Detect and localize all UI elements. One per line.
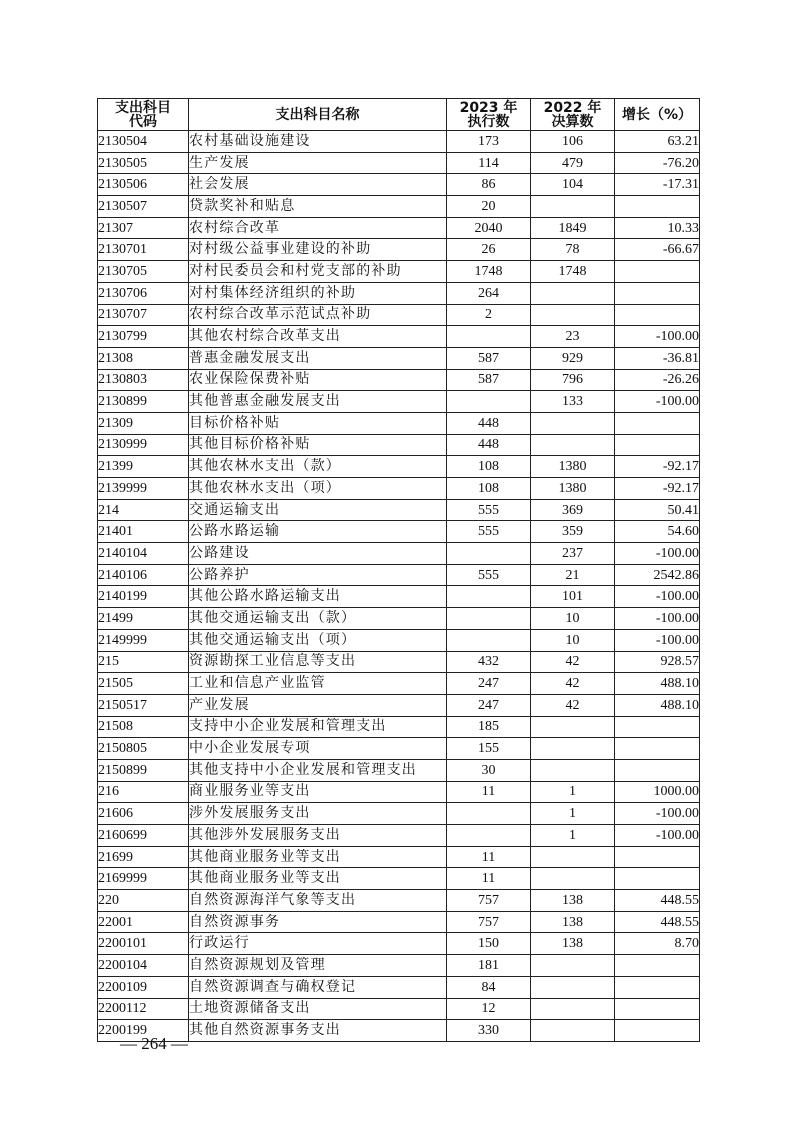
code-cell: 215 [98,651,189,673]
name-cell: 其他公路水路运输支出 [189,586,447,608]
value-2022-cell: 796 [531,369,615,391]
value-2022-cell: 138 [531,933,615,955]
code-cell: 214 [98,499,189,521]
code-cell: 2130507 [98,196,189,218]
code-cell: 2130505 [98,152,189,174]
growth-cell: -17.31 [615,174,700,196]
name-cell: 其他农林水支出（款） [189,456,447,478]
name-cell: 自然资源海洋气象等支出 [189,890,447,912]
value-2022-cell: 369 [531,499,615,521]
value-2023-cell [447,608,531,630]
value-2023-cell: 757 [447,911,531,933]
table-row [98,608,700,630]
growth-cell: 488.10 [615,694,700,716]
value-2022-cell: 42 [531,673,615,695]
table-row [98,261,700,283]
name-cell: 交通运输支出 [189,499,447,521]
table-row [98,651,700,673]
value-2022-cell [531,434,615,456]
value-2023-cell: 11 [447,781,531,803]
table-row [98,282,700,304]
value-2023-cell: 247 [447,673,531,695]
name-cell: 其他目标价格补贴 [189,434,447,456]
value-2022-cell: 101 [531,586,615,608]
value-2023-cell: 432 [447,651,531,673]
header-code: 支出科目 代码 [98,99,189,131]
value-2023-cell: 247 [447,694,531,716]
code-cell: 21401 [98,521,189,543]
name-cell: 对村集体经济组织的补助 [189,282,447,304]
value-2022-cell [531,868,615,890]
table-row [98,629,700,651]
growth-cell: -36.81 [615,347,700,369]
growth-cell [615,412,700,434]
code-cell: 21499 [98,608,189,630]
name-cell: 其他交通运输支出（款） [189,608,447,630]
table-row [98,412,700,434]
table-row [98,781,700,803]
code-cell: 2130506 [98,174,189,196]
value-2022-cell: 1 [531,825,615,847]
name-cell: 生产发展 [189,152,447,174]
value-2022-cell: 1380 [531,456,615,478]
value-2022-cell [531,304,615,326]
code-cell: 21505 [98,673,189,695]
growth-cell [615,434,700,456]
value-2023-cell: 448 [447,434,531,456]
value-2022-cell: 1849 [531,217,615,239]
growth-cell: 10.33 [615,217,700,239]
growth-cell [615,1020,700,1042]
table-row [98,759,700,781]
growth-cell: -100.00 [615,803,700,825]
value-2023-cell: 11 [447,846,531,868]
name-cell: 贷款奖补和贴息 [189,196,447,218]
value-2023-cell: 20 [447,196,531,218]
name-cell: 对村级公益事业建设的补助 [189,239,447,261]
code-cell: 21307 [98,217,189,239]
code-cell: 22001 [98,911,189,933]
name-cell: 工业和信息产业监管 [189,673,447,695]
code-cell: 2130701 [98,239,189,261]
name-cell: 自然资源调查与确权登记 [189,976,447,998]
value-2022-cell: 133 [531,391,615,413]
value-2022-cell: 78 [531,239,615,261]
table-row [98,890,700,912]
name-cell: 其他农林水支出（项） [189,478,447,500]
value-2022-cell: 359 [531,521,615,543]
value-2022-cell [531,716,615,738]
table-row [98,564,700,586]
name-cell: 农村综合改革示范试点补助 [189,304,447,326]
table-row [98,174,700,196]
header-2023: 2023 年 执行数 [447,99,531,131]
name-cell: 公路水路运输 [189,521,447,543]
growth-cell: 63.21 [615,131,700,153]
value-2022-cell: 1748 [531,261,615,283]
table-row [98,738,700,760]
name-cell: 土地资源储备支出 [189,998,447,1020]
code-cell: 2140106 [98,564,189,586]
growth-cell: 8.70 [615,933,700,955]
growth-cell: -92.17 [615,478,700,500]
value-2022-cell: 1 [531,803,615,825]
code-cell: 2130706 [98,282,189,304]
value-2022-cell [531,846,615,868]
code-cell: 21308 [98,347,189,369]
value-2022-cell: 106 [531,131,615,153]
table-row [98,434,700,456]
value-2022-cell: 42 [531,694,615,716]
name-cell: 其他农村综合改革支出 [189,326,447,348]
value-2022-cell: 1 [531,781,615,803]
value-2023-cell: 555 [447,564,531,586]
value-2023-cell: 2 [447,304,531,326]
table-row [98,825,700,847]
table-row [98,391,700,413]
code-cell: 2150899 [98,759,189,781]
value-2022-cell [531,1020,615,1042]
code-cell: 2130899 [98,391,189,413]
table-row [98,347,700,369]
growth-cell: -92.17 [615,456,700,478]
table-row [98,152,700,174]
growth-cell: 448.55 [615,911,700,933]
table-row [98,326,700,348]
table-row [98,456,700,478]
name-cell: 农村基础设施建设 [189,131,447,153]
page-number: — 264 — [120,1034,188,1053]
growth-cell: 928.57 [615,651,700,673]
name-cell: 其他涉外发展服务支出 [189,825,447,847]
value-2023-cell: 757 [447,890,531,912]
value-2023-cell [447,629,531,651]
value-2023-cell: 11 [447,868,531,890]
growth-cell: -100.00 [615,543,700,565]
growth-cell: -26.26 [615,369,700,391]
name-cell: 公路养护 [189,564,447,586]
value-2022-cell: 237 [531,543,615,565]
name-cell: 其他普惠金融发展支出 [189,391,447,413]
value-2023-cell [447,326,531,348]
value-2022-cell: 138 [531,911,615,933]
code-cell: 2130707 [98,304,189,326]
value-2023-cell: 587 [447,369,531,391]
value-2022-cell: 138 [531,890,615,912]
code-cell: 21399 [98,456,189,478]
code-cell: 2200112 [98,998,189,1020]
code-cell: 21508 [98,716,189,738]
growth-cell: 1000.00 [615,781,700,803]
name-cell: 普惠金融发展支出 [189,347,447,369]
table-row [98,976,700,998]
code-cell: 2130705 [98,261,189,283]
value-2023-cell: 108 [447,456,531,478]
value-2023-cell: 185 [447,716,531,738]
growth-cell [615,261,700,283]
value-2023-cell: 173 [447,131,531,153]
growth-cell: -66.67 [615,239,700,261]
value-2022-cell: 23 [531,326,615,348]
name-cell: 支持中小企业发展和管理支出 [189,716,447,738]
name-cell: 农村综合改革 [189,217,447,239]
name-cell: 其他商业服务业等支出 [189,846,447,868]
table-row [98,304,700,326]
growth-cell: -100.00 [615,326,700,348]
name-cell: 自然资源规划及管理 [189,955,447,977]
value-2022-cell [531,759,615,781]
code-cell: 2200104 [98,955,189,977]
table-row [98,196,700,218]
name-cell: 社会发展 [189,174,447,196]
name-cell: 其他支持中小企业发展和管理支出 [189,759,447,781]
code-cell: 2130999 [98,434,189,456]
name-cell: 农业保险保费补贴 [189,369,447,391]
growth-cell: -100.00 [615,608,700,630]
table-row [98,933,700,955]
code-cell: 2140104 [98,543,189,565]
code-cell: 21699 [98,846,189,868]
table-row [98,131,700,153]
growth-cell [615,282,700,304]
code-cell: 220 [98,890,189,912]
growth-cell [615,955,700,977]
table-row [98,846,700,868]
header-2022: 2022 年 决算数 [531,99,615,131]
growth-cell [615,759,700,781]
code-cell: 216 [98,781,189,803]
growth-cell: 54.60 [615,521,700,543]
value-2022-cell [531,738,615,760]
name-cell: 产业发展 [189,694,447,716]
value-2023-cell: 555 [447,499,531,521]
code-cell: 2150517 [98,694,189,716]
value-2023-cell: 2040 [447,217,531,239]
code-cell: 2140199 [98,586,189,608]
code-cell: 2130803 [98,369,189,391]
value-2023-cell: 1748 [447,261,531,283]
value-2022-cell [531,412,615,434]
table-row [98,868,700,890]
table-row [98,911,700,933]
table-row [98,499,700,521]
code-cell: 2200199 [98,1020,189,1042]
code-cell: 21309 [98,412,189,434]
value-2022-cell: 479 [531,152,615,174]
name-cell: 其他商业服务业等支出 [189,868,447,890]
growth-cell [615,868,700,890]
code-cell: 2149999 [98,629,189,651]
code-cell: 2160699 [98,825,189,847]
value-2023-cell: 330 [447,1020,531,1042]
value-2023-cell [447,543,531,565]
name-cell: 行政运行 [189,933,447,955]
growth-cell: -100.00 [615,586,700,608]
value-2023-cell: 114 [447,152,531,174]
growth-cell [615,976,700,998]
table-body [98,131,700,1042]
name-cell: 其他自然资源事务支出 [189,1020,447,1042]
table-row [98,803,700,825]
table-row [98,543,700,565]
value-2023-cell [447,803,531,825]
name-cell: 目标价格补贴 [189,412,447,434]
value-2022-cell: 1380 [531,478,615,500]
table-row [98,716,700,738]
table-row [98,998,700,1020]
value-2023-cell: 448 [447,412,531,434]
value-2023-cell [447,391,531,413]
name-cell: 对村民委员会和村党支部的补助 [189,261,447,283]
value-2023-cell: 108 [447,478,531,500]
value-2023-cell: 26 [447,239,531,261]
code-cell: 2130504 [98,131,189,153]
value-2022-cell: 10 [531,608,615,630]
code-cell: 2139999 [98,478,189,500]
growth-cell [615,998,700,1020]
growth-cell [615,304,700,326]
value-2023-cell [447,825,531,847]
code-cell: 2200109 [98,976,189,998]
growth-cell: 50.41 [615,499,700,521]
value-2023-cell: 264 [447,282,531,304]
table-row [98,217,700,239]
growth-cell: -100.00 [615,825,700,847]
value-2023-cell: 555 [447,521,531,543]
value-2022-cell: 104 [531,174,615,196]
growth-cell [615,738,700,760]
code-cell: 2150805 [98,738,189,760]
value-2022-cell [531,282,615,304]
table-row [98,694,700,716]
growth-cell: -100.00 [615,391,700,413]
name-cell: 商业服务业等支出 [189,781,447,803]
value-2022-cell [531,998,615,1020]
value-2023-cell: 86 [447,174,531,196]
name-cell: 涉外发展服务支出 [189,803,447,825]
code-cell: 2130799 [98,326,189,348]
name-cell: 公路建设 [189,543,447,565]
growth-cell: -100.00 [615,629,700,651]
growth-cell: -76.20 [615,152,700,174]
table-row [98,478,700,500]
value-2022-cell [531,196,615,218]
value-2023-cell: 30 [447,759,531,781]
value-2022-cell: 10 [531,629,615,651]
growth-cell: 2542.86 [615,564,700,586]
code-cell: 2200101 [98,933,189,955]
value-2023-cell: 84 [447,976,531,998]
table-row [98,586,700,608]
header-name: 支出科目名称 [189,99,447,131]
code-cell: 2169999 [98,868,189,890]
table-row [98,955,700,977]
name-cell: 中小企业发展专项 [189,738,447,760]
growth-cell [615,196,700,218]
header-growth: 增长（%） [615,99,700,131]
value-2023-cell: 12 [447,998,531,1020]
value-2023-cell: 587 [447,347,531,369]
name-cell: 资源勘探工业信息等支出 [189,651,447,673]
growth-cell: 488.10 [615,673,700,695]
value-2022-cell [531,955,615,977]
table-header-row [98,99,700,131]
value-2022-cell: 929 [531,347,615,369]
value-2023-cell: 155 [447,738,531,760]
value-2022-cell: 42 [531,651,615,673]
table-row [98,369,700,391]
expenditure-table [97,98,700,1042]
value-2022-cell [531,976,615,998]
table-row [98,239,700,261]
name-cell: 自然资源事务 [189,911,447,933]
value-2022-cell: 21 [531,564,615,586]
table-row [98,521,700,543]
code-cell: 21606 [98,803,189,825]
value-2023-cell: 181 [447,955,531,977]
growth-cell [615,716,700,738]
growth-cell [615,846,700,868]
name-cell: 其他交通运输支出（项） [189,629,447,651]
value-2023-cell: 150 [447,933,531,955]
growth-cell: 448.55 [615,890,700,912]
table-row [98,673,700,695]
value-2023-cell [447,586,531,608]
